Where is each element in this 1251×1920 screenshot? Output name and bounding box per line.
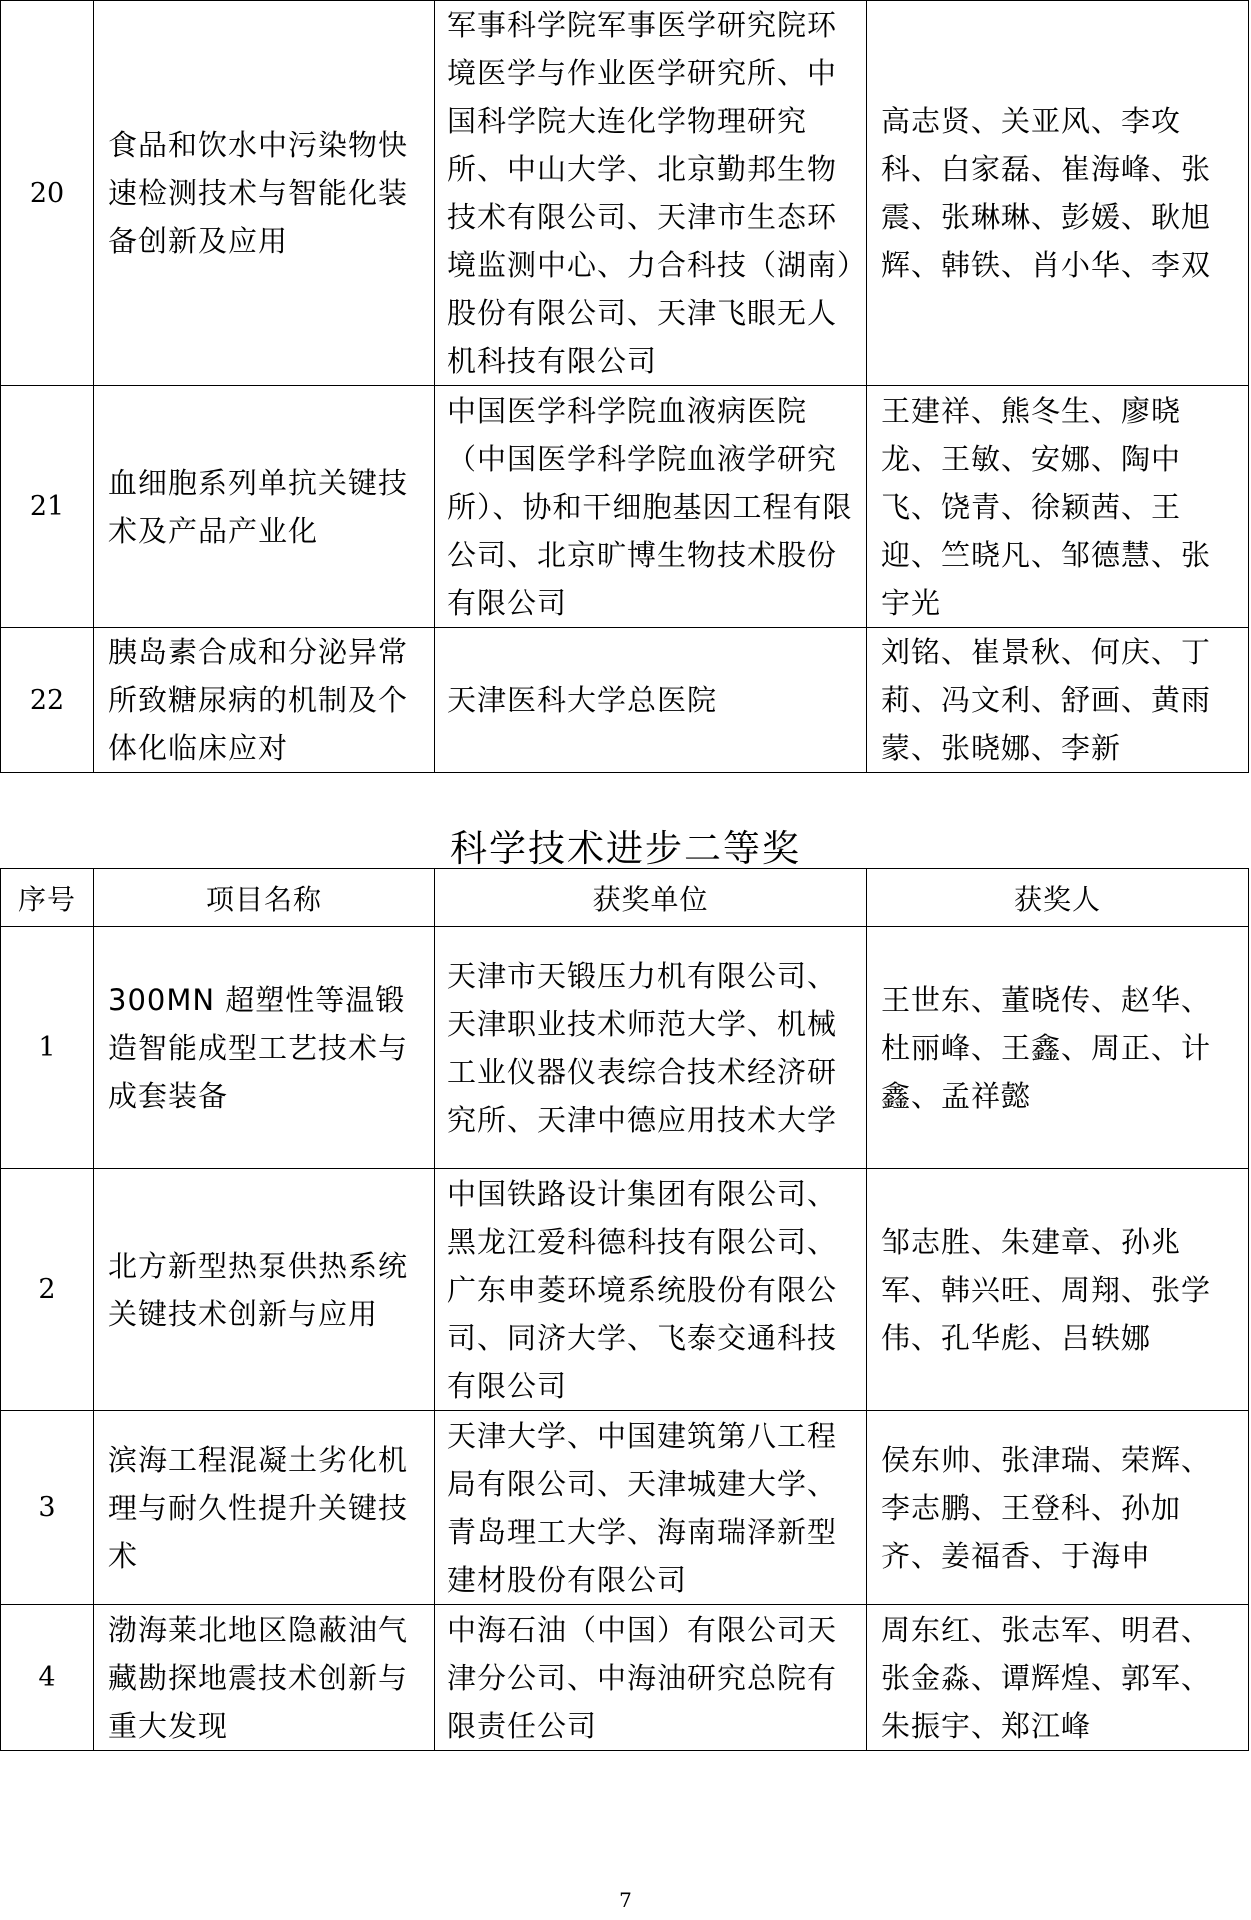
section-title: 科学技术进步二等奖 bbox=[450, 827, 801, 870]
award-recipients: 高志贤、关亚风、李攻科、白家磊、崔海峰、张震、张琳琳、彭媛、耿旭辉、韩铁、肖小华、李双 bbox=[881, 104, 1212, 282]
table-header-row bbox=[1, 869, 1249, 927]
project-name: 胰岛素合成和分泌异常所致糖尿病的机制及个体化临床应对 bbox=[108, 635, 409, 765]
row-number: 2 bbox=[1, 1169, 94, 1411]
award-organization: 天津市天锻压力机有限公司、天津职业技术师范大学、机械工业仪器仪表综合技术经济研究所、天津中德应用技术大学 bbox=[447, 958, 838, 1137]
table-row bbox=[1, 628, 1249, 773]
row-number: 1 bbox=[1, 927, 94, 1169]
project-name: 北方新型热泵供热系统关键技术创新与应用 bbox=[108, 1248, 409, 1331]
award-organization: 天津医科大学总医院 bbox=[447, 683, 718, 717]
page-number: 7 bbox=[619, 1888, 632, 1912]
header-organization: 获奖单位 bbox=[435, 869, 867, 927]
row-number: 22 bbox=[1, 628, 94, 773]
award-table-second-prize bbox=[0, 868, 1249, 1751]
award-organization: 天津大学、中国建筑第八工程局有限公司、天津城建大学、青岛理工大学、海南瑞泽新型建材股份有限公司 bbox=[447, 1418, 838, 1597]
table-row bbox=[1, 1169, 1249, 1411]
award-table-continued bbox=[0, 0, 1249, 773]
award-organization: 军事科学院军事医学研究院环境医学与作业医学研究所、中国科学院大连化学物理研究所、中山大学、北京勤邦生物技术有限公司、天津市生态环境监测中心、力合科技（湖南）股份有限公司、天津飞眼无人机科技有限公司 bbox=[447, 8, 853, 378]
row-number: 21 bbox=[1, 386, 94, 628]
award-organization: 中海石油（中国）有限公司天津分公司、中海油研究总院有限责任公司 bbox=[447, 1612, 838, 1743]
project-name: 300MN 超塑性等温锻造智能成型工艺技术与成套装备 bbox=[108, 982, 409, 1113]
header-recipients: 获奖人 bbox=[867, 869, 1249, 927]
award-recipients: 王建祥、熊冬生、廖晓龙、王敏、安娜、陶中飞、饶青、徐颖茜、王迎、竺晓凡、邹德慧、张宇光 bbox=[881, 393, 1212, 620]
table-row bbox=[1, 386, 1249, 628]
header-project-name: 项目名称 bbox=[94, 869, 435, 927]
award-recipients: 侯东帅、张津瑞、荣辉、李志鹏、王登科、孙加齐、姜福香、于海申 bbox=[881, 1442, 1212, 1573]
award-organization: 中国铁路设计集团有限公司、黑龙江爱科德科技有限公司、广东申菱环境系统股份有限公司、同济大学、飞泰交通科技有限公司 bbox=[447, 1176, 838, 1403]
table-row bbox=[1, 1411, 1249, 1605]
project-name: 滨海工程混凝土劣化机理与耐久性提升关键技术 bbox=[108, 1442, 409, 1573]
project-name: 渤海莱北地区隐蔽油气藏勘探地震技术创新与重大发现 bbox=[108, 1612, 409, 1743]
award-recipients: 邹志胜、朱建章、孙兆军、韩兴旺、周翔、张学伟、孔华彪、吕轶娜 bbox=[881, 1224, 1212, 1355]
table-row bbox=[1, 1, 1249, 386]
award-recipients: 王世东、董晓传、赵华、杜丽峰、王鑫、周正、计鑫、孟祥懿 bbox=[881, 982, 1212, 1113]
award-organization: 中国医学科学院血液病医院（中国医学科学院血液学研究所）、协和干细胞基因工程有限公司、北京旷博生物技术股份有限公司 bbox=[447, 393, 853, 620]
award-recipients: 周东红、张志军、明君、张金淼、谭辉煌、郭军、朱振宇、郑江峰 bbox=[881, 1612, 1212, 1743]
row-number: 3 bbox=[1, 1411, 94, 1605]
table-row bbox=[1, 1605, 1249, 1751]
row-number: 20 bbox=[1, 1, 94, 386]
project-name: 食品和饮水中污染物快速检测技术与智能化装备创新及应用 bbox=[108, 128, 409, 258]
award-recipients: 刘铭、崔景秋、何庆、丁莉、冯文利、舒画、黄雨蒙、张晓娜、李新 bbox=[881, 635, 1212, 765]
project-name: 血细胞系列单抗关键技术及产品产业化 bbox=[108, 465, 409, 548]
table-row bbox=[1, 927, 1249, 1169]
header-number: 序号 bbox=[1, 869, 94, 927]
row-number: 4 bbox=[1, 1605, 94, 1751]
